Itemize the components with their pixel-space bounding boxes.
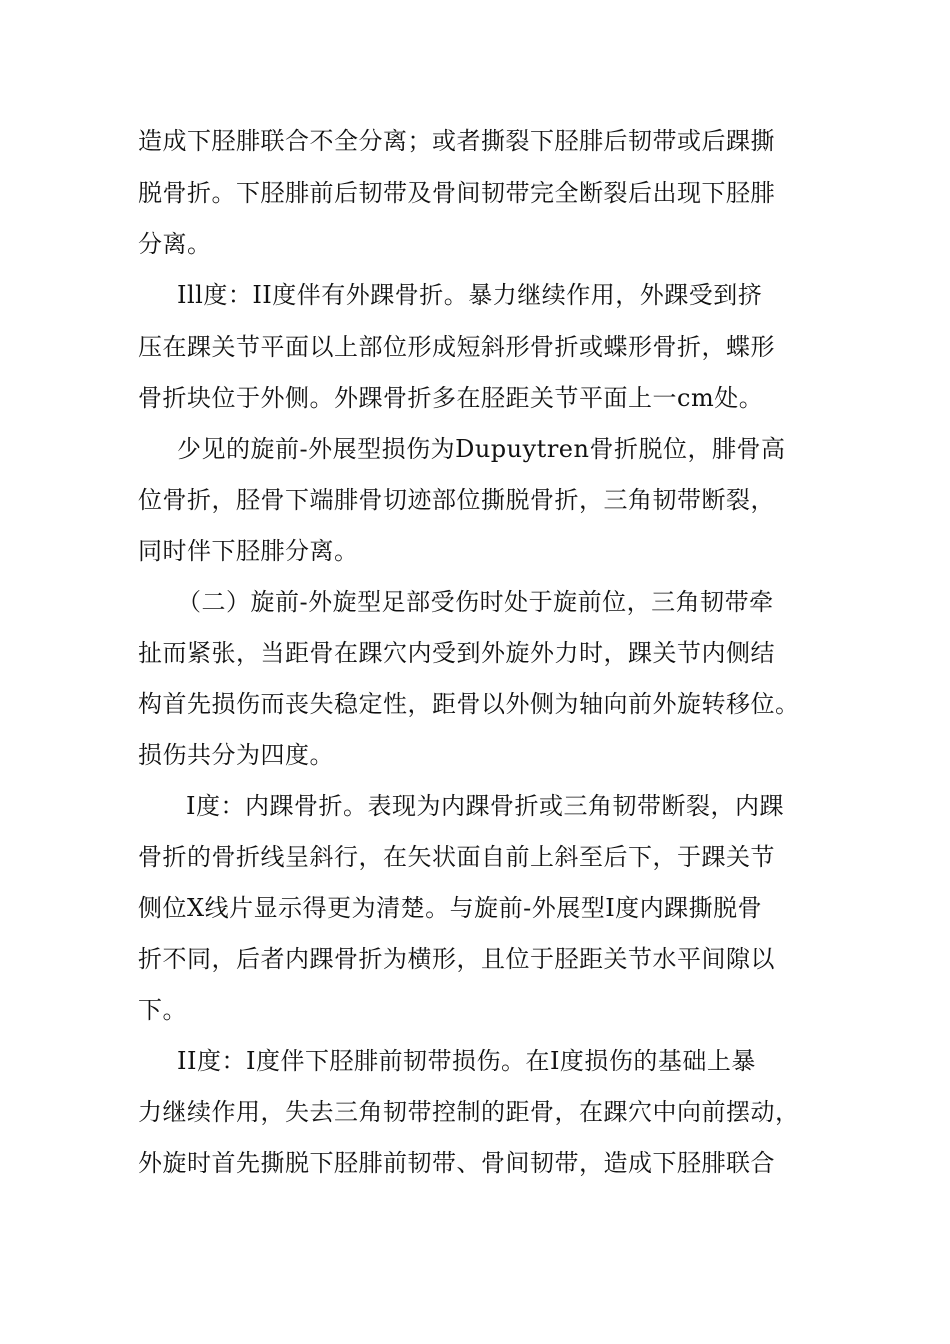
text-line: 位骨折，胫骨下端腓骨切迹部位撕脱骨折，三角韧带断裂， <box>138 486 775 514</box>
text-line: 压在踝关节平面以上部位形成短斜形骨折或蝶形骨折，蝶形 <box>138 333 775 361</box>
text-line: I度：内踝骨折。表现为内踝骨折或三角韧带断裂，内踝 <box>186 792 784 820</box>
text-line: 折不同，后者内踝骨折为横形，且位于胫距关节水平间隙以 <box>138 945 775 973</box>
text-line: 同时伴下胫腓分离。 <box>138 537 359 565</box>
text-line: 骨折块位于外侧。外踝骨折多在胫距关节平面上一cm处。 <box>138 384 764 412</box>
text-line: （二）旋前-外旋型足部受伤时处于旋前位，三角韧带牵 <box>177 588 774 616</box>
text-line: 骨折的骨折线呈斜行，在矢状面自前上斜至后下，于踝关节 <box>138 843 775 871</box>
text-line: 造成下胫腓联合不全分离；或者撕裂下胫腓后韧带或后踝撕 <box>138 127 775 155</box>
text-line: 少见的旋前-外展型损伤为Dupuytren骨折脱位，腓骨高 <box>177 435 786 463</box>
text-line: 损伤共分为四度。 <box>138 741 334 769</box>
text-line: 侧位X线片显示得更为清楚。与旋前-外展型I度内踝撕脱骨 <box>138 894 763 922</box>
text-line: 扯而紧张，当距骨在踝穴内受到外旋外力时，踝关节内侧结 <box>138 639 775 667</box>
text-line: Ill度：II度伴有外踝骨折。暴力继续作用，外踝受到挤 <box>177 281 763 309</box>
text-line: 脱骨折。下胫腓前后韧带及骨间韧带完全断裂后出现下胫腓 <box>138 179 775 207</box>
text-line: 下。 <box>138 996 187 1024</box>
text-line: 分离。 <box>138 230 212 258</box>
text-line: 构首先损伤而丧失稳定性，距骨以外侧为轴向前外旋转移位。 <box>138 690 800 718</box>
text-line: 力继续作用，失去三角韧带控制的距骨，在踝穴中向前摆动， <box>138 1098 800 1126</box>
text-line: II度：I度伴下胫腓前韧带损伤。在I度损伤的基础上暴 <box>177 1047 756 1075</box>
text-line: 外旋时首先撕脱下胫腓前韧带、骨间韧带，造成下胫腓联合 <box>138 1149 775 1177</box>
